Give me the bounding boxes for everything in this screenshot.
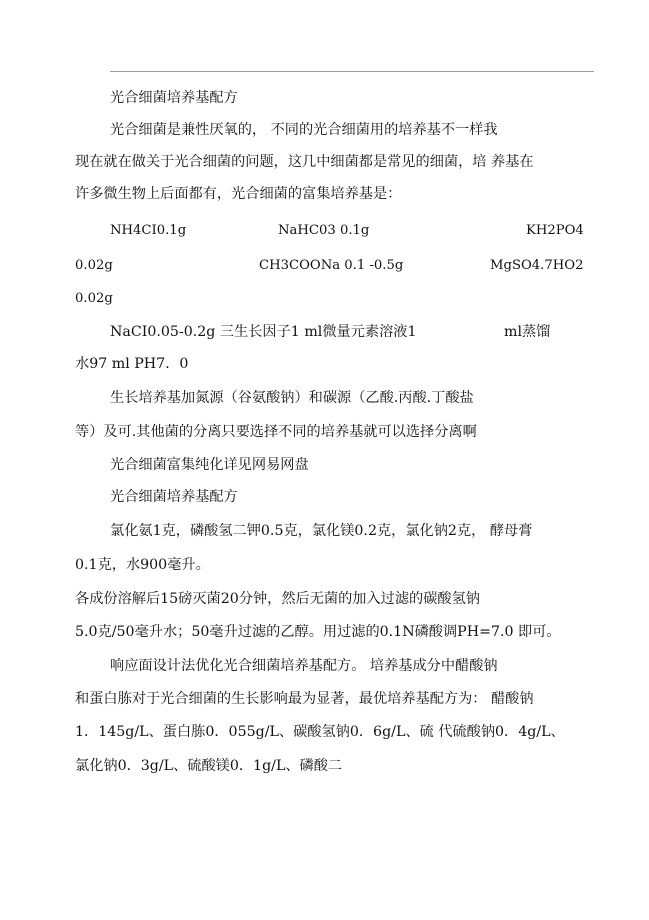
paragraph-line: 生长培养基加氮源（谷氨酸钠）和碳源（乙酸.丙酸.丁酸盐 (110, 390, 474, 406)
paragraph-line: 0.1克，水900毫升。 (75, 557, 210, 573)
formula-mgso4-amount: 0.02g (75, 291, 113, 306)
formula-nahco3: NaHC03 0.1g (278, 223, 370, 238)
paragraph-line: 1．145g/L、蛋白胨0．055g/L、碳酸氢钠0．6g/L、硫 代硫酸钠0．4g/L、 (75, 724, 565, 740)
formula-kh2po4: KH2PO4 (526, 223, 584, 238)
heading-culture-medium: 光合细菌培养基配方 (110, 90, 238, 106)
header-rule (110, 71, 594, 72)
paragraph-line: 各成份溶解后15磅灭菌20分钟，然后无菌的加入过滤的碳酸氢钠 (75, 591, 480, 607)
formula-nh4cl: NH4CI0.1g (110, 223, 187, 238)
netdisk-note: 光合细菌富集纯化详见网易网盘 (110, 457, 309, 473)
paragraph-line: 氯化钠0．3g/L、硫酸镁0．1g/L、磷酸二 (75, 758, 343, 774)
formula-water-label: ml蒸馏 (504, 324, 551, 340)
formula-water-line: 水97 ml PH7．0 (75, 356, 189, 372)
paragraph-line: 许多微生物上后面都有，光合细菌的富集培养基是： (75, 186, 402, 202)
formula-mgso4: MgSO4.7HO2 (490, 258, 584, 273)
paragraph-line: 等）及可.其他菌的分离只要选择不同的培养基就可以选择分离啊 (75, 424, 477, 440)
paragraph-line: 和蛋白胨对于光合细菌的生长影响最为显著，最优培养基配方为： 醋酸钠 (75, 691, 534, 707)
heading-culture-medium-2: 光合细菌培养基配方 (110, 489, 238, 505)
paragraph-line: 5.0克/50毫升水；50毫升过滤的乙醇。用过滤的0.1N磷酸调PH=7.0 即可。 (75, 624, 561, 640)
paragraph-line: 氯化氨1克，磷酸氢二钾0.5克，氯化镁0.2克，氯化钠2克， 酵母膏 (110, 523, 533, 539)
formula-kh2po4-amount: 0.02g (75, 258, 113, 273)
paragraph-line: 响应面设计法优化光合细菌培养基配方。 培养基成分中醋酸钠 (110, 658, 498, 674)
formula-nacl-line: NaCI0.05-0.2g 三生长因子1 ml微量元素溶液1 (110, 324, 417, 340)
formula-ch3coona: CH3COONa 0.1 -0.5g (259, 258, 404, 273)
paragraph-line: 现在就在做关于光合细菌的问题，这几中细菌都是常见的细菌，培 养基在 (75, 154, 534, 170)
paragraph-line: 光合细菌是兼性厌氧的， 不同的光合细菌用的培养基不一样我 (110, 122, 498, 138)
